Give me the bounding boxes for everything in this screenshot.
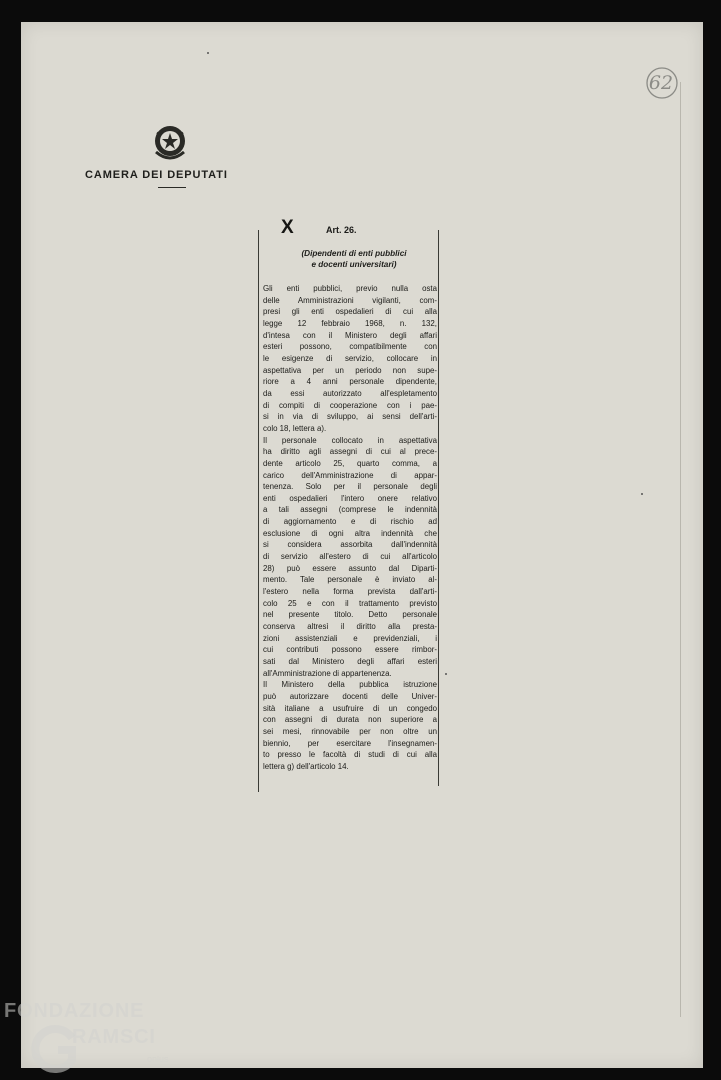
article-body-line: esclusione di ogni altra indennità che: [263, 528, 437, 538]
article-body-line: con assegni di durata non superiore a: [263, 715, 437, 725]
article-clipping: [254, 217, 440, 790]
paper-speck: [641, 493, 643, 495]
article-body-line: di aggiornamento e di rischio ad: [263, 517, 437, 527]
article-body-line: si in via di sviluppo, ai sensi dell'arti-: [263, 412, 437, 422]
italian-republic-emblem-icon: [151, 122, 189, 164]
paper-speck: [445, 673, 447, 675]
article-subtitle-line: e docenti universitari): [311, 260, 397, 269]
article-body-line: lettera g) dell'articolo 14.: [263, 761, 349, 771]
article-body-line: sità italiane a usufruire di un congedo: [263, 703, 437, 713]
article-body-line: colo 25 e con il trattamento previsto: [263, 598, 437, 608]
article-body-line: l'estero nella forma prevista dall'arti-: [263, 587, 437, 597]
header-divider: [158, 187, 186, 188]
article-body-line: può autorizzare docenti delle Univer-: [263, 691, 437, 701]
article-body-line: cui contributi possono essere rimbor-: [263, 645, 437, 655]
article-body-line: all'Amministrazione di appartenenza.: [263, 668, 392, 678]
article-body-line: Il Ministero della pubblica istruzione: [263, 680, 437, 690]
article-body-line: 28) può essere assunto dal Diparti-: [263, 563, 437, 573]
article-body-line: enti ospedalieri l'intero onere relativo: [263, 493, 437, 503]
article-body-line: aspettativa per un periodo non supe-: [263, 365, 437, 375]
article-body-line: dente articolo 25, quarto comma, a: [263, 458, 437, 468]
article-body-line: Gli enti pubblici, previo nulla osta: [263, 284, 437, 293]
article-body-line: esteri possono, compatibilmente con: [263, 342, 437, 352]
folio-number-text: 62: [648, 72, 674, 94]
institution-name: CAMERA DEI DEPUTATI: [85, 169, 228, 181]
document-page: [21, 22, 703, 1068]
article-body-line: to presso le facoltà di studi di cui alla: [263, 750, 437, 760]
clipping-right-border: [438, 230, 439, 786]
article-body-line: di servizio all'estero di cui all'articolo: [263, 552, 437, 562]
watermark-line1: FONDAZIONE: [4, 1000, 145, 1022]
article-body-line: colo 18, lettera a).: [263, 423, 327, 433]
watermark-line2: RAMSCI: [72, 1026, 156, 1048]
article-subtitle: [274, 248, 434, 270]
article-body: [263, 283, 437, 773]
article-body-line: riore a 4 anni personale dipendente,: [263, 377, 437, 387]
article-body-line: si considera assorbita dall'indennità: [263, 540, 437, 550]
clipping-left-border: [258, 230, 259, 792]
article-title: Art. 26.: [326, 225, 357, 235]
article-body-line: presi gli enti ospedalieri di cui alla: [263, 307, 437, 317]
article-body-line: biennio, per esercitare l'insegnamen-: [263, 738, 437, 748]
article-body-line: d'intesa con il Ministero degli affari: [263, 330, 437, 340]
article-body-line: sati dal Ministero degli affari esteri: [263, 657, 437, 666]
watermark-suffix: onlus: [147, 1054, 169, 1064]
paper-speck: [207, 52, 209, 54]
article-body-line: mento. Tale personale è inviato al-: [263, 575, 437, 585]
article-body-line: zioni assistenziali e previdenziali, i: [263, 633, 437, 643]
article-body-line: tenenza. Solo per il personale degli: [263, 482, 437, 492]
article-body-line: da essi autorizzato all'espletamento: [263, 388, 437, 398]
article-body-line: Il personale collocato in aspettativa: [263, 435, 437, 445]
fondazione-gramsci-watermark: [2, 1000, 192, 1076]
article-body-line: sei mesi, rinnovabile per non oltre un: [263, 726, 437, 736]
article-body-line: nel presente titolo. Detto personale: [263, 610, 437, 620]
article-body-line: legge 12 febbraio 1968, n. 132,: [263, 318, 437, 328]
article-body-line: di compiti di cooperazione con i pae-: [263, 400, 437, 410]
page-edge-line: [680, 82, 681, 1017]
article-body-line: a tali assegni (comprese le indennità: [263, 505, 437, 515]
article-body-line: le esigenze di servizio, collocare in: [263, 353, 437, 363]
folio-number: [645, 66, 677, 100]
article-body-line: carico dell'Amministrazione di appar-: [263, 470, 437, 480]
article-body-line: delle Amministrazioni vigilanti, com-: [263, 295, 437, 305]
article-body-line: ha diritto agli assegni di cui al prece-: [263, 447, 437, 457]
handwritten-x-mark: X: [281, 217, 294, 238]
article-subtitle-line: (Dipendenti di enti pubblici: [301, 249, 407, 258]
article-body-line: conserva altresì il diritto alla presta-: [263, 622, 437, 632]
